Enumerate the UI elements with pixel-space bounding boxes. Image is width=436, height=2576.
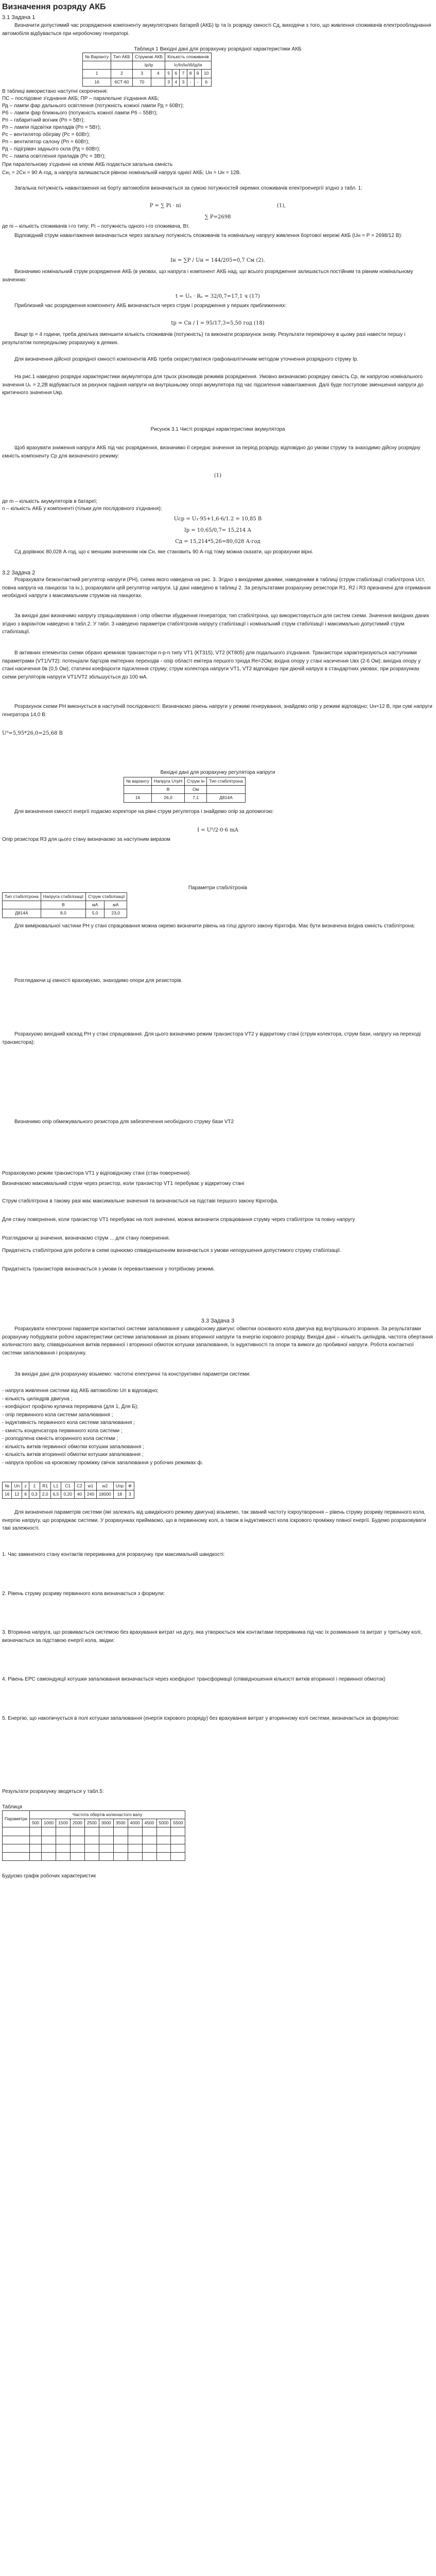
parameter-list — [2, 1387, 433, 1467]
paragraph: В активних елементах схеми обрано кремнієві транзистори n-p-n типу VT1 (КТ315), VT2 (КТ805) для подальшого з'єднання. Транзистори характеризуються наступними параметрами (VT1/VT2): потенціали бар'єрів емітерних переходів - опір області емітера першого тріода Rе=2Ом; вхідна опору у стані насичення Uвх (2-6 Ом); вихідна опору у стані насичення 0в (0,5 Ом); статичні коефіцієнти підсилення струму; струм колектора напруги VT1, VT2 відповідно при діючій напрузі в стандартних умовах; при розрахунках схеми регуляторів напруги VT1/VT2 збільшується до 100 мА. — [2, 650, 421, 680]
table4-cell: 40 — [74, 1490, 84, 1499]
formula: ∑ P=2698 — [204, 214, 231, 220]
table1-header: Струмові АКБ — [132, 53, 165, 61]
table2-cell: Д814А — [207, 794, 246, 802]
intro-paragraph: Визначити допустимий час розрядження компоненту акумуляторних батарей (АКБ) tр та їх розряду ємності Сд, виходячи з того, що живлення споживачів електрообладнання автомобіля відбувається при неробочому генераторі. — [2, 23, 431, 37]
section-heading: 3.2 Задача 2 — [2, 570, 36, 576]
table3 — [2, 892, 127, 918]
table5 — [2, 1810, 185, 1861]
paragraph: Рс – вентилятор обігріву (Рс = 60Вт); — [2, 132, 91, 138]
paragraph: де m – кількість акумуляторів в батареї; — [2, 499, 97, 504]
table2-unit: В — [151, 786, 184, 794]
table4 — [2, 1482, 134, 1499]
paragraph: На рис.1 наведено розрядні характеристики акумулятора для трьох різновидів режимів розрядження. Умовно визначаємо розрядну ємність Ср, як напругою номінального значення Uₖ = 2,2В відбувається за рахунок падіння напруги на внутрішньому опорі акумулятора під час підсилення навантаження. Далі буде поступове зменшення напруги до критичного значення Uкр. — [2, 374, 424, 396]
formula: U⁰=5,95*26,0=25,68 В — [2, 731, 63, 736]
table1-header: № Варіанту — [83, 53, 111, 61]
table-row — [3, 1836, 185, 1844]
table1-caption: Таблиця 1 Вихідні дані для розрахунку розрядної характеристики АКБ — [134, 46, 302, 52]
paragraph: Для визначення ємності енергії подаємо коректоре на рівні струм регулятора і знайдемо опір за допомогою: — [14, 809, 274, 815]
table5-header: Параметри — [3, 1811, 30, 1827]
formula: Uср = U₁·95+1,6·6/1.2 = 10,85 В — [173, 516, 262, 522]
formula: Iр = 10,65/0,7= 15,214 А — [184, 528, 252, 533]
table1-cell: 6 — [201, 78, 211, 86]
table2-cell: 16 — [124, 794, 152, 802]
paragraph: Визначимо номінальний струм розрядження АКБ (в умовах, що напруга і компонент АКБ над, що всього розрядження залишається постійним та рівним номінальному значенню: — [2, 269, 413, 283]
calculation-list — [2, 1551, 433, 1753]
paragraph: Розглядаючи ці ємності враховуємо, знаходимо опори для резисторів. — [14, 978, 183, 984]
list-item: - коефіцієнт профілю кулачка переривача (для 1, Для Б); — [2, 1404, 138, 1410]
paragraph: Для визначення параметрів системи (які залежать від швидкісного режиму двигуна) візьмемо, так званий частоту іскроутворення – рівень струму розриву первинного кола, енергію напругу, що розряджає системи. У розрахунках приймаємо, що в первинному колі, а також в індуктивності кола іскрового проміжку повної енергії. Будемо розраховувати такі залежності. — [2, 1510, 426, 1531]
paragraph: В таблиці використано наступні скорочення: — [2, 89, 108, 94]
table5-rpm: 1500 — [56, 1819, 71, 1827]
table3-cell: 5,0 — [86, 909, 104, 918]
table1-index: 4 — [151, 70, 165, 78]
table1-cell: - — [194, 78, 201, 86]
table4-cell: 3 — [126, 1490, 134, 1499]
table4-header: w2 — [97, 1482, 114, 1490]
paragraph: За вихідні дані визначимо напругу спрацьовування і опір обмотки збудження генератора; тип стабілітрона, що використовується для систем схеми. Значення вихідних даних згідно з варіантом наведено в табл.2. У табл. 3 наведено параметри стабілітронів напругу стабілізації і номінальний струм стабілізації і максимально допустимий струм стабілізації. — [2, 613, 429, 635]
table1-cell — [151, 78, 165, 86]
table1-cell: 3 — [165, 78, 172, 86]
table4-cell: 0,20 — [61, 1490, 75, 1499]
paragraph: Загальна потужність навантаження на борту автомобіля визначається за сумою потужностей окремих споживачів електроенергії згідно з табл. 1: — [14, 185, 362, 191]
paragraph: Рб – лампи фар ближнього (потужність кожної лампи Рб – 55Вт); — [2, 110, 158, 116]
table5-rpm: 3000 — [99, 1819, 113, 1827]
table2-caption: Вихідні дані для розрахунку регулятора напруги — [160, 770, 275, 775]
formula-number: (1), — [276, 203, 286, 209]
table1-index: 9 — [194, 70, 201, 78]
paragraph: n – кількість АКБ у компоненті (тільки для послідовного з'єднання); — [2, 506, 162, 512]
paragraph: Для стану повернення, коли транзистор VT1 перебуває на полі значенні, можна визначити спрацювання струму через стабілітрон та повну напругу — [2, 1217, 355, 1223]
table5-header: Частота обертів колінчастого валу — [29, 1811, 185, 1819]
table1-subheader: Іс/Іп/Ін/Іб/Ід/Ія — [165, 61, 211, 70]
list-item: 1. Час замкненого стану контактів переривника для розрахунку при максимальній швидкості: — [2, 1552, 225, 1557]
paragraph: Рд – лампи фар дальнього освітлення (потужність кожної лампи Рд = 60Вт); — [2, 103, 184, 109]
table4-header: R1 — [40, 1482, 50, 1490]
table4-header: № — [3, 1482, 12, 1490]
table1-index: 10 — [201, 70, 211, 78]
paragraph: Рд – підігрівач заднього скла (Рд = 60Вт); — [2, 146, 100, 152]
table1-index: 7 — [180, 70, 187, 78]
table2-header: № варіанту — [124, 777, 152, 786]
paragraph: Будуємо графік робочих характеристик — [2, 1873, 96, 1879]
table1-cell: 16 — [83, 78, 111, 86]
paragraph: Відповідний струм навантаження визначається через загальну потужність споживачів та номінальну напругу живлення бортової мережі АКБ (Uн = Р = 2698/12 В): — [14, 233, 403, 239]
table4-header: C1 — [61, 1482, 75, 1490]
paragraph: Визначимо опір обмежувального резистора для забезпечення необхідного струму бази VT2 — [14, 1119, 234, 1125]
paragraph: Сд дорівнює 80,028 А·год, що є меншим значенням ніж Сн, яке становить 90 А·год тому можна сказати, що розрахунки вірні. — [14, 549, 313, 555]
table5-caption: Таблиця — [2, 1804, 23, 1810]
table3-unit: мА — [104, 901, 127, 909]
table2-unit: Ом — [185, 786, 207, 794]
paragraph: При паралельному з'єднанні на клеми АКБ подається загальна ємність — [2, 162, 173, 167]
table3-unit: мА — [86, 901, 104, 909]
table-row — [3, 1844, 185, 1852]
list-item: - кількість циліндрів двигуна ; — [2, 1396, 73, 1402]
paragraph: Приблизний час розрядження компоненту АКБ визначається через струм і розрядження у перших приближеннях: — [14, 303, 287, 309]
table3-cell: Д814А — [3, 909, 41, 918]
table1 — [82, 53, 212, 87]
table4-cell: 6 — [22, 1490, 29, 1499]
section-heading: 3.1 Задача 1 — [2, 14, 36, 21]
table-row — [3, 1827, 185, 1836]
paragraph: Сн₁ = 2Сн = 90 А·год, а напруга залишається рівною номінальній напрузі однієї АКБ; Uн = Uн = 12В. — [2, 170, 241, 176]
table3-unit: В — [41, 901, 85, 909]
list-item: - кількість витків вторинної обмотки котушки запалювання ; — [2, 1452, 144, 1458]
table3-header: Напруга стабілізації — [41, 893, 85, 901]
table4-cell: 18000 — [97, 1490, 114, 1499]
table4-header: Uп — [12, 1482, 22, 1490]
table5-rpm: 2000 — [70, 1819, 84, 1827]
table1-index: 6 — [172, 70, 180, 78]
table3-header: Струм стабілізації — [86, 893, 127, 901]
table5-rpm: 500 — [29, 1819, 41, 1827]
document-title: Визначення розряду АКБ — [2, 3, 106, 11]
list-item: - напруга живлення системи від АКБ автомобілю Uп в відповідно; — [2, 1388, 159, 1394]
table1-cell: 4 — [172, 78, 180, 86]
table4-header: w1 — [84, 1482, 96, 1490]
table1-index: 1 — [83, 70, 111, 78]
paragraph: Рп – габаритний вогник (Рп = 5Вт); — [2, 117, 85, 123]
table5-rpm: 4000 — [128, 1819, 142, 1827]
table4-cell: 6,5 — [50, 1490, 61, 1499]
list-item: - ємність конденсатора первинного кола системи ; — [2, 1428, 123, 1434]
table5-rpm: 5500 — [171, 1819, 185, 1827]
table2 — [124, 777, 246, 803]
list-item: - опір первинного кола системи запалювання ; — [2, 1412, 113, 1418]
paragraph: Опір резистора R3 для цього стану визначаємо за наступним виразом — [2, 837, 170, 842]
list-item: - напруга пробою на кроковому проміжку свічок запалювання у робочих режимах ф. — [2, 1460, 203, 1466]
table4-header: Ф — [126, 1482, 134, 1490]
list-item: 2. Рівень струму розриву первинного кола визначається з формули: — [2, 1590, 165, 1597]
table2-cell: 26,0 — [151, 794, 184, 802]
table1-index: 8 — [187, 70, 194, 78]
table4-cell: 0,3 — [29, 1490, 40, 1499]
paragraph: Придатність стабілітрона для роботи в схемі оцінюємо співвідношенням визначається з умови непорушення допустимого струму стабілізації. — [2, 1248, 341, 1253]
table5-rpm: 2500 — [84, 1819, 99, 1827]
paragraph: де ni – кількість споживачів i-го типу; Pi – потужність одного i-го споживача, Вт. — [2, 224, 190, 229]
paragraph: Розрахувати електронні параметри контактної системи запалювання у швидкісному двигуні: обмотки основного кола двигуна від внутрішнього згорання. За результатами розрахунку побудувати робочі характеристики системи запалювання за різних вторинної напруги та енергію іскрового розряду. Вихідні дані – кількість циліндрів, частота обертання колінчастого валу, співвідношення витків первинної і вторинної обмоток котушки запалювання, їх індуктивності та опори та вимоги до пробивної напруги. Робота контактної системи запалювання і розрахунку. — [2, 1326, 433, 1356]
table4-cell: 12 — [12, 1490, 22, 1499]
table1-cell: 70 — [132, 78, 151, 86]
formula-text: P = ∑ Pi · ni — [149, 203, 181, 209]
table3-header: Тип стабілітрона — [3, 893, 41, 901]
list-item: - індуктивність первинного кола системи запалювання ; — [2, 1420, 135, 1426]
list-item: 5. Енергію, що накопичується в полі котушки запалювання (енергія іскрового розряду) без врахування витрат у вторинному колі системи, визначається за формулою: — [2, 1715, 400, 1721]
table3-cell: 8,0 — [41, 909, 85, 918]
table4-header: C2 — [74, 1482, 84, 1490]
formula: t = Uₙ · Rₙ = 32/0,7=17,1 ч (17) — [176, 294, 260, 299]
table2-header: Струм Iн — [185, 777, 207, 786]
table3-caption: Параметри стабілітронів — [188, 885, 248, 891]
paragraph: Розрахувати безконтактний регулятор напруги (PH), схема якого наведена на рис. 3. Згідно з вихідними даними, наведеними в таблиці (струм стабілізації стабілітрона Uст, повна напруга на ланцюгах та ін.), розрахувати цей регулятор напруги. Ці дані наведено в таблиці 2. За результатами розрахунку резистори R1, R2 і R3 призначені для отримання необхідної напруги з максимальним струмом на ланцюгах. — [2, 577, 431, 599]
paragraph: Розраховуємо режим транзистора VT1 у відповідному стані (стан повернення). — [2, 1171, 191, 1176]
paragraph: Струм стабілітрона в такому разі має максимальне значення та визначається на підставі першого закону Кірхгофа. — [2, 1198, 278, 1204]
formula-number: (1) — [214, 473, 222, 479]
paragraph: Розрахуємо вихідний каскад PH у стані спрацювання. Для цього визначимо режим транзистора VT2 у відкритому стані (струм колектора, струм бази, напругу на переході транзистора): — [2, 1031, 421, 1045]
table4-cell: 240 — [84, 1490, 96, 1499]
table1-index: 5 — [165, 70, 172, 78]
formula — [2, 202, 433, 210]
paragraph: За вихідні дані для розрахунку візьмемо: частотні електричні та конструктивні параметри системи: — [14, 1371, 251, 1377]
table4-header: Uпр — [113, 1482, 126, 1490]
table5-rpm: 5000 — [156, 1819, 171, 1827]
paragraph: Розглядаючи ці значення, визначаємо струм ... для стану повернення. — [2, 1235, 170, 1241]
table1-header: Кількість споживачів — [165, 53, 211, 61]
paragraph: Рс – лампа освітлення приладів (Рс = 3Вт); — [2, 154, 106, 159]
paragraph: Придатність транзисторів визначається з умови їх перевантаження у потрібному режимі. — [2, 1266, 215, 1272]
table2-header: Тип стабілітрона — [207, 777, 246, 786]
formula: tp = Сн / I = 95/17,3=5,50 год (18) — [171, 320, 265, 326]
table1-index: 3 — [132, 70, 151, 78]
list-item: - розподілена ємність вторинного кола системи ; — [2, 1436, 118, 1442]
table5-rpm: 1000 — [42, 1819, 56, 1827]
paragraph: Результати розрахунку зводяться у табл.5: — [2, 1789, 104, 1794]
paragraph: Рп – лампи підсвітки приладів (Рп = 5Вт); — [2, 125, 101, 130]
table4-header: ξ — [29, 1482, 40, 1490]
paragraph: Щоб врахувати зниження напруги АКБ під час розрядження, визначимо її середнє значення за період розряду, відповідно до умови струму та знаходимо дійсну розрядну ємність компоненту Ср для визначеного режиму: — [2, 445, 421, 459]
paragraph: Розрахунок схеми PH виконується в наступній послідовності: Визначаємо рівень напруги у режимі генерування, знайдемо опір у режимі відповідно; Uн=12 В, при сумі напруги генератора 14,0 В: — [2, 704, 432, 718]
paragraph: Вище tp = 4 години, треба декілька зменшити кількість споживачів (потужність) та виконати розрахунок знову. Результати перевірочну в цьому разі навести першу і результатом попередньому розрахунку в деяких. — [2, 332, 406, 346]
table1-cell: 6СТ-60 — [111, 78, 133, 86]
table4-header: z — [22, 1482, 29, 1490]
paragraph: Для визначення дійсної розрядної ємності компонентів АКБ треба скористуватися графоаналітичним методом уточнення розрядного струму Iр. — [14, 357, 359, 362]
paragraph: Для вимірювальної частини PH у стані спрацювання можна окремо визначити рівень на гілці другого закону Кірхгофа. Має бути визначена вхідна ємність стабілітрона: — [14, 923, 415, 929]
table5-rpm: 3500 — [113, 1819, 128, 1827]
list-item: - кількість витків первинної обмотки котушки запалювання ; — [2, 1444, 144, 1450]
table5-rpm: 4500 — [142, 1819, 156, 1827]
table-row — [3, 1852, 185, 1860]
table4-header: L1 — [50, 1482, 61, 1490]
formula: I = U⁰/2·0·6 mA — [197, 827, 238, 833]
table4-cell: 16 — [3, 1490, 12, 1499]
table1-cell: 3 — [180, 78, 187, 86]
figure-caption: Рисунок 3.1 Чисті розрядні характеристики акумулятора — [150, 427, 285, 432]
table1-index: 2 — [111, 70, 133, 78]
table1-subheader: Iр/Ір — [132, 61, 165, 70]
table3-cell: 23,0 — [104, 909, 127, 918]
formula: Сд = 15,214*5,26=80,028 А·год — [175, 539, 260, 545]
table4-cell: 18 — [113, 1490, 126, 1499]
paragraph: Рп – вентилятор салону (Рп = 60Вт); — [2, 139, 90, 145]
table2-cell: 7,1 — [185, 794, 207, 802]
table2-header: Напруга UтрН — [151, 777, 184, 786]
list-item: 4. Рівень ЕРС самоіндукції котушки запалювання визначається через коефіцієнт трансформації (співвідношення кількості витків вторинної і первинної обмоток) — [2, 1676, 386, 1682]
table1-header: Тип АКБ — [111, 53, 133, 61]
paragraph: Визначаємо максимальний струм через резистор, коли транзистор VT1 перебуває у відкритому стані — [2, 1181, 245, 1187]
list-item: 3. Вторинна напруга, що розвивається системою без врахування витрат на дугу, яка утворюється між контактами переривника під час їх розмикання та витрат у третьому колі, визначається за підставою енергії кола, звідки: — [2, 1630, 422, 1643]
section-heading: 3.3 Задача 3 — [201, 1318, 235, 1324]
table4-cell: 2,0 — [40, 1490, 50, 1499]
paragraph: ПС – послідовне з'єднання АКБ; ПР – паралельне з'єднання АКБ; — [2, 96, 160, 101]
table1-cell: - — [187, 78, 194, 86]
formula: Iн = ∑Р / Uн = 144/205=0,7 См (2). — [170, 258, 265, 263]
